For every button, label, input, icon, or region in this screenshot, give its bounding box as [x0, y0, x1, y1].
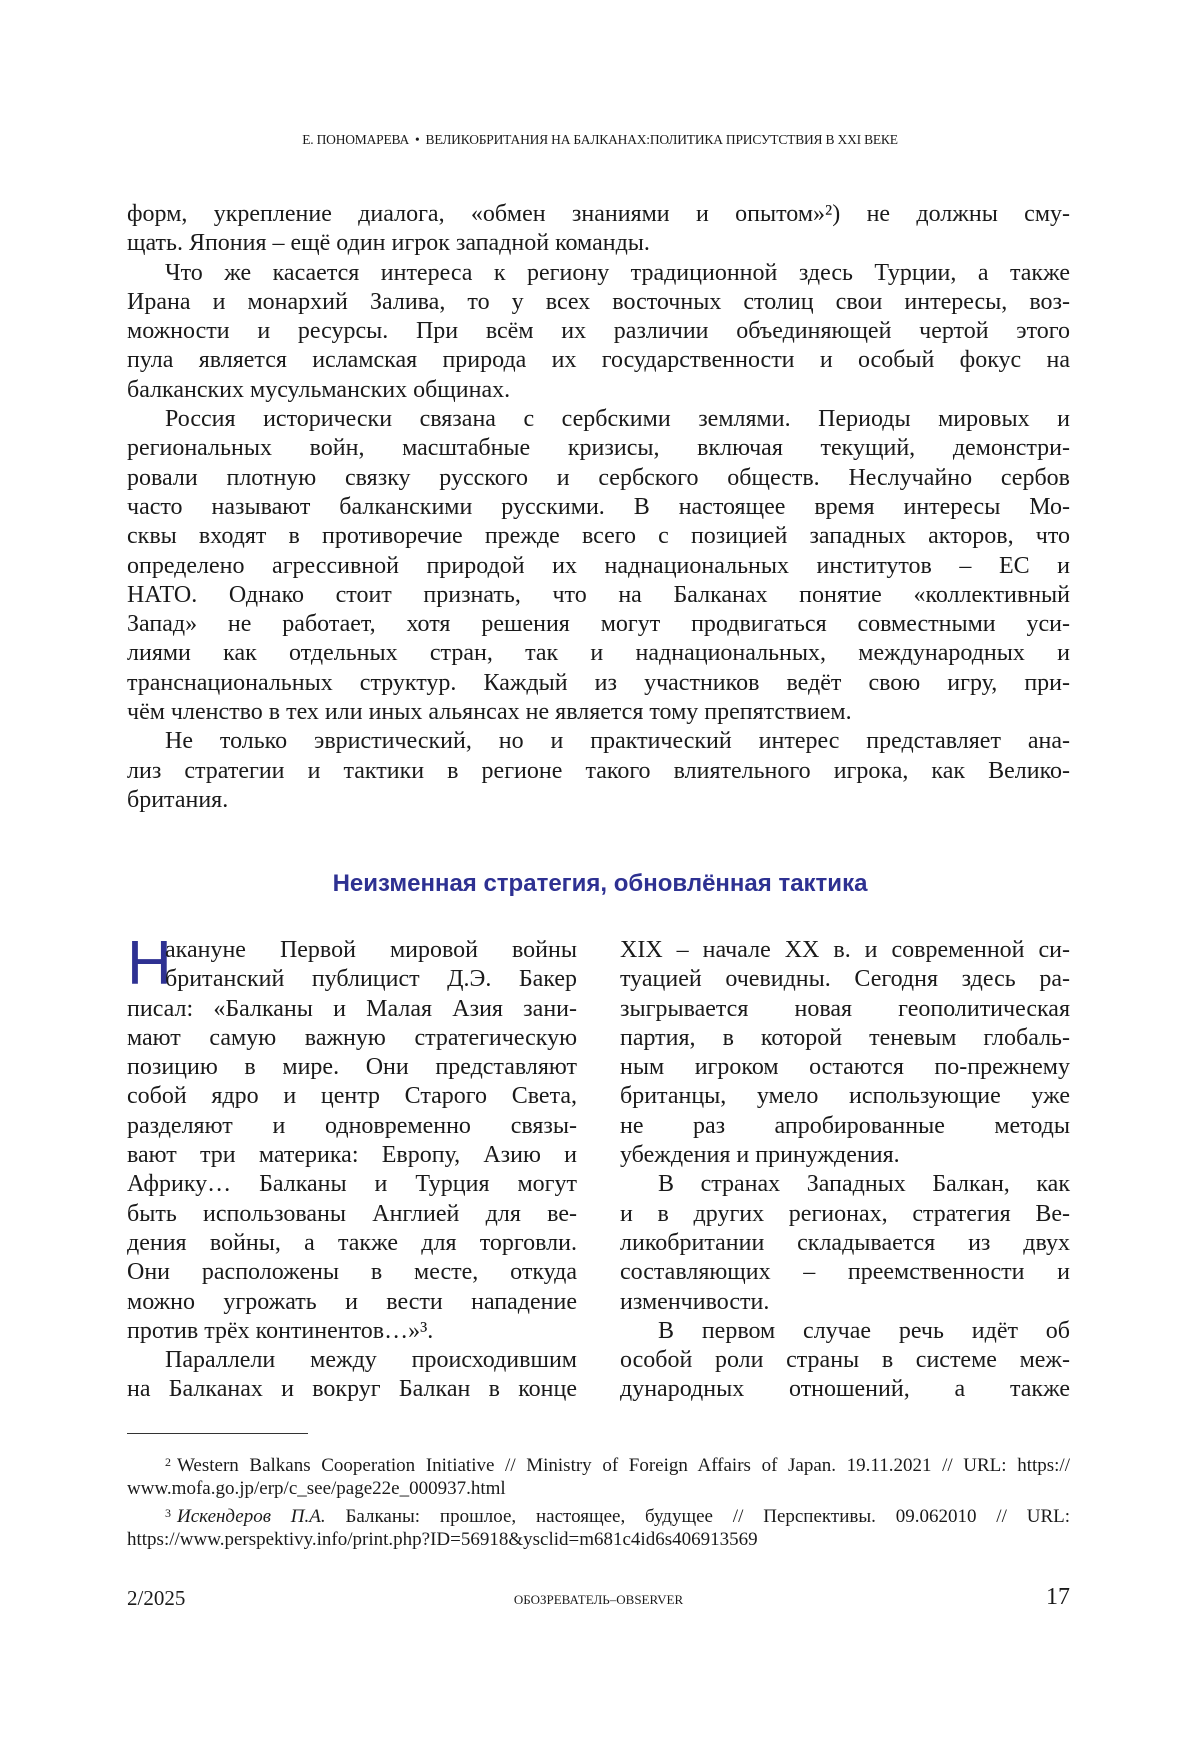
running-head-title: ВЕЛИКОБРИТАНИЯ НА БАЛКАНАХ:ПОЛИТИКА ПРИСУТСТВИЯ В XXI ВЕКЕ	[426, 132, 898, 147]
text-line: составляющих – преемственности и	[620, 1258, 1070, 1287]
footnote-2-url: www.mofa.go.jp/erp/c_see/page22e_000937.html	[127, 1476, 1070, 1502]
text-line: зыгрывается новая геополитическая	[620, 995, 1070, 1024]
text-line: позицию в мире. Они представляют	[127, 1053, 577, 1082]
text-line: ровали плотную связку русского и сербского обществ. Неслучайно сербов	[127, 464, 1070, 493]
text-line: британский публицист Д.Э. Бакер	[127, 965, 577, 994]
intro-text	[127, 200, 1070, 815]
footnote-divider	[127, 1433, 308, 1434]
text-line: пула является исламская природа их государственности и особый фокус на	[127, 346, 1070, 375]
journal-name: ОБОЗРЕВАТЕЛЬ–OBSERVER	[127, 1592, 1070, 1608]
text-line: быть использованы Англией для ве-	[127, 1200, 577, 1229]
text-line: лиями как отдельных стран, так и наднациональных, международных и	[127, 639, 1070, 668]
footnote-2: 2 Western Balkans Cooperation Initiative // Ministry of Foreign Affairs of Japan. 19.11.2021 // URL: https://	[127, 1450, 1070, 1476]
text-line: особой роли страны в системе меж-	[620, 1346, 1070, 1375]
text-line: щать. Япония – ещё один игрок западной команды.	[127, 229, 1070, 258]
separator-bullet: •	[415, 132, 420, 147]
text-line: форм, укрепление диалога, «обмен знаниями и опытом»²) не должны сму-	[127, 200, 1070, 229]
section-heading: Неизменная стратегия, обновлённая тактика	[0, 870, 1200, 898]
text-line: В первом случае речь идёт об	[620, 1317, 1070, 1346]
text-line: мают самую важную стратегическую	[127, 1024, 577, 1053]
issue-number: 2/2025	[127, 1586, 185, 1611]
text-line: можности и ресурсы. При всём их различии объединяющей чертой этого	[127, 317, 1070, 346]
text-line: на Балканах и вокруг Балкан в конце	[127, 1375, 577, 1404]
text-line: Россия исторически связана с сербскими землями. Периоды мировых и	[127, 405, 1070, 434]
text-line: Африку… Балканы и Турция могут	[127, 1170, 577, 1199]
text-line: Параллели между происходившим	[127, 1346, 577, 1375]
text-line: Они расположены в месте, откуда	[127, 1258, 577, 1287]
text-line: лиз стратегии и тактики в регионе такого влиятельного игрока, как Велико-	[127, 757, 1070, 786]
text-line: балканских мусульманских общинах.	[127, 376, 1070, 405]
text-line: региональных войн, масштабные кризисы, включая текущий, демонстри-	[127, 434, 1070, 463]
text-line: против трёх континентов…»³.	[127, 1317, 577, 1346]
text-line: ным игроком остаются по-прежнему	[620, 1053, 1070, 1082]
text-line: и в других регионах, стратегия Ве-	[620, 1200, 1070, 1229]
text-line: туацией очевидны. Сегодня здесь ра-	[620, 965, 1070, 994]
text-line: XIX – начале XX в. и современной си-	[620, 936, 1070, 965]
page-number: 17	[1046, 1584, 1070, 1611]
text-line: собой ядро и центр Старого Света,	[127, 1082, 577, 1111]
text-line: Ирана и монархий Залива, то у всех восточных столиц свои интересы, воз-	[127, 288, 1070, 317]
drop-cap: Н	[127, 934, 172, 994]
text-line: изменчивости.	[620, 1288, 1070, 1317]
text-line: транснациональных структур. Каждый из участников ведёт свою игру, при-	[127, 669, 1070, 698]
footnotes	[127, 1450, 1070, 1552]
footnote-3-url: https://www.perspektivy.info/print.php?ID=56918&ysclid=m681c4id6s406913569	[127, 1527, 1070, 1553]
text-line: Запад» не работает, хотя решения могут продвигаться совместными уси-	[127, 610, 1070, 639]
text-line: определено агрессивной природой их наднациональных институтов – ЕС и	[127, 552, 1070, 581]
text-line: чём членство в тех или иных альянсах не является тому препятствием.	[127, 698, 1070, 727]
text-line: сквы входят в противоречие прежде всего с позицией западных акторов, что	[127, 522, 1070, 551]
footnote-3: 3 Искендеров П.А. Балканы: прошлое, настоящее, будущее // Перспективы. 09.062010 // URL:	[127, 1501, 1070, 1527]
text-line: британия.	[127, 786, 1070, 815]
text-line: часто называют балканскими русскими. В настоящее время интересы Мо-	[127, 493, 1070, 522]
text-line: убеждения и принуждения.	[620, 1141, 1070, 1170]
text-line: Не только эвристический, но и практический интерес представляет ана-	[127, 727, 1070, 756]
text-line: Что же касается интереса к региону традиционной здесь Турции, а также	[127, 259, 1070, 288]
running-head-author: Е. ПОНОМАРЕВА	[302, 132, 409, 147]
text-line: разделяют и одновременно связы-	[127, 1112, 577, 1141]
text-line: писал: «Балканы и Малая Азия зани-	[127, 995, 577, 1024]
text-line: дународных отношений, а также	[620, 1375, 1070, 1404]
text-line: не раз апробированные методы	[620, 1112, 1070, 1141]
text-line: можно угрожать и вести нападение	[127, 1288, 577, 1317]
text-line: британцы, умело использующие уже	[620, 1082, 1070, 1111]
page-footer	[127, 1586, 1070, 1616]
text-line: партия, в которой теневым глобаль-	[620, 1024, 1070, 1053]
text-line: В странах Западных Балкан, как	[620, 1170, 1070, 1199]
left-column	[127, 936, 577, 1405]
text-line: ликобритании складывается из двух	[620, 1229, 1070, 1258]
text-line: НАТО. Однако стоит признать, что на Балканах понятие «коллективный	[127, 581, 1070, 610]
text-line: акануне Первой мировой войны	[127, 936, 577, 965]
right-column	[620, 936, 1070, 1405]
text-line: вают три материка: Европу, Азию и	[127, 1141, 577, 1170]
text-line: дения войны, а также для торговли.	[127, 1229, 577, 1258]
running-head	[0, 132, 1200, 148]
